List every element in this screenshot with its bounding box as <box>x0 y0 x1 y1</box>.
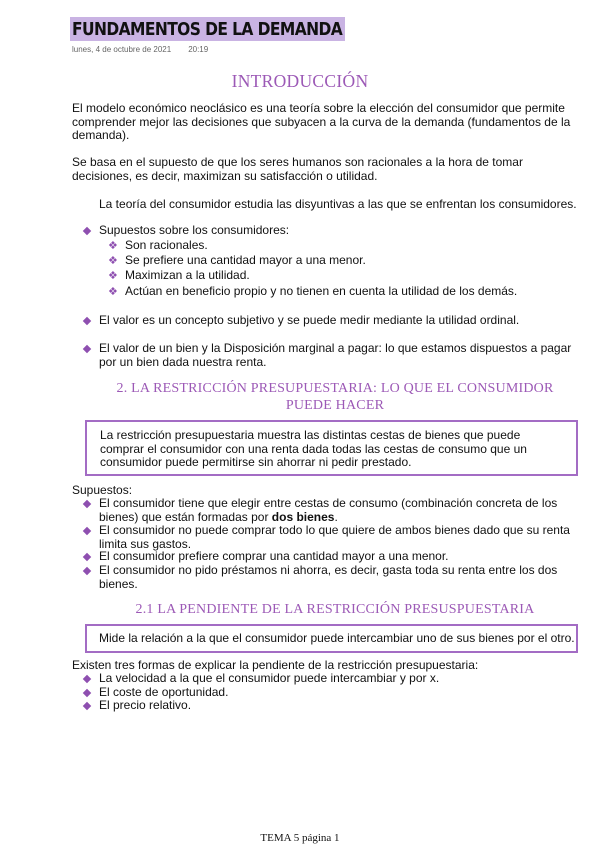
list-item <box>84 699 587 713</box>
bullet-text: El precio relativo. <box>99 698 192 712</box>
diamond-bullet-icon <box>83 689 91 697</box>
bullet-valor <box>84 314 589 328</box>
bullet-cestas <box>84 497 587 524</box>
bullet-text-end: . <box>334 509 338 524</box>
bullet-text: El consumidor tiene que elegir entre cestas de consumo (combinación concreta de los bienes) que están formadas por <box>99 496 558 524</box>
intro-paragraph-3: La teoría del consumidor estudia las disyuntivas a las que se enfrentan los consumidores. <box>99 197 577 211</box>
bullet-text: El consumidor no puede comprar todo lo que quiere de ambos bienes dado que su renta limita sus gastos. <box>99 523 570 551</box>
bullet-text: El consumidor prefiere comprar una cantidad mayor a una menor. <box>99 549 449 563</box>
page-title: FUNDAMENTOS DE LA DEMANDA <box>72 18 343 40</box>
clover-bullet-icon: ❖ <box>108 254 118 267</box>
section-2-heading-line-2: PUEDE HACER <box>285 398 385 413</box>
bullet-prestamos <box>84 564 587 591</box>
sub-bullet-text: Se prefiere una cantidad mayor a una menor. <box>125 253 366 267</box>
diamond-bullet-icon <box>83 675 91 683</box>
title-highlight <box>70 17 345 41</box>
bullet-text: El valor es un concepto subjetivo y se puede medir mediante la utilidad ordinal. <box>99 313 520 327</box>
date-line <box>72 45 208 54</box>
pendiente-intro: Existen tres formas de explicar la pendiente de la restricción presupuestaria: <box>72 658 479 672</box>
list-item <box>84 672 587 686</box>
supuestos-label: Supuestos: <box>72 483 133 497</box>
section-2-heading-line-1: 2. LA RESTRICCIÓN PRESUPUESTARIA: LO QUE EL CONSUMIDOR <box>116 381 554 396</box>
sub-bullet-text: Actúan en beneficio propio y no tienen en cuenta la utilidad de los demás. <box>125 284 518 298</box>
intro-paragraph-1: El modelo económico neoclásico es una teoría sobre la elección del consumidor que permite comprender mejor las decisiones que subyacen a la curva de la demanda (fundamentos de la demanda). <box>72 101 571 142</box>
bullet-text: El valor de un bien y la Disposición marginal a pagar: lo que estamos dispuestos a pagar por un bien dada nuestra renta. <box>99 341 572 369</box>
diamond-bullet-icon <box>83 317 91 325</box>
diamond-bullet-icon <box>83 527 91 535</box>
section-2-1-heading: 2.1 LA PENDIENTE DE LA RESTRICCIÓN PRESUSPUESTARIA <box>135 602 535 617</box>
sub-bullet <box>108 254 585 268</box>
bullet-text: La velocidad a la que el consumidor puede intercambiar y por x. <box>99 671 440 685</box>
sub-bullet <box>108 285 595 299</box>
diamond-bullet-icon <box>83 567 91 575</box>
diamond-bullet-icon <box>83 702 91 710</box>
clover-bullet-icon: ❖ <box>108 269 118 282</box>
section-2-heading <box>70 380 600 414</box>
sub-bullet <box>108 239 585 253</box>
definition-box: La restricción presupuestaria muestra las distintas cestas de bienes que puede comprar el consumidor con una renta dada todas las cestas de consumo que un consumidor puede permitirse sin ahorrar ni pedir prestado. <box>85 420 578 476</box>
diamond-bullet-icon <box>83 345 91 353</box>
bullet-text: Supuestos sobre los consumidores: <box>99 223 290 237</box>
clover-bullet-icon: ❖ <box>108 285 118 298</box>
clover-bullet-icon: ❖ <box>108 239 118 252</box>
bullet-cantidad <box>84 550 587 564</box>
intro-heading: INTRODUCCIÓN <box>231 71 369 91</box>
diamond-bullet-icon <box>83 553 91 561</box>
page-footer: TEMA 5 página 1 <box>260 832 340 844</box>
bullet-supuestos <box>84 224 579 238</box>
sub-bullet <box>108 269 585 283</box>
bullet-text: El consumidor no pido préstamos ni ahorra, es decir, gasta toda su renta entre los dos bienes. <box>99 563 558 591</box>
intro-paragraph-2: Se basa en el supuesto de que los seres humanos son racionales a la hora de tomar decisiones, es decir, maximizan su satisfacción o utilidad. <box>72 155 523 183</box>
sub-bullet-text: Son racionales. <box>125 238 208 252</box>
slope-definition-box: Mide la relación a la que el consumidor puede intercambiar uno de sus bienes por el otro. <box>85 624 578 653</box>
bullet-text: El coste de oportunidad. <box>99 685 229 699</box>
bullet-renta <box>84 524 587 551</box>
time-text: 20:19 <box>188 45 209 54</box>
sub-bullet-text: Maximizan a la utilidad. <box>125 268 250 282</box>
diamond-bullet-icon <box>83 227 91 235</box>
bullet-disposicion <box>84 342 589 369</box>
date-text: lunes, 4 de octubre de 2021 <box>72 45 172 54</box>
bullet-bold-text: dos bienes <box>271 509 335 524</box>
diamond-bullet-icon <box>83 500 91 508</box>
